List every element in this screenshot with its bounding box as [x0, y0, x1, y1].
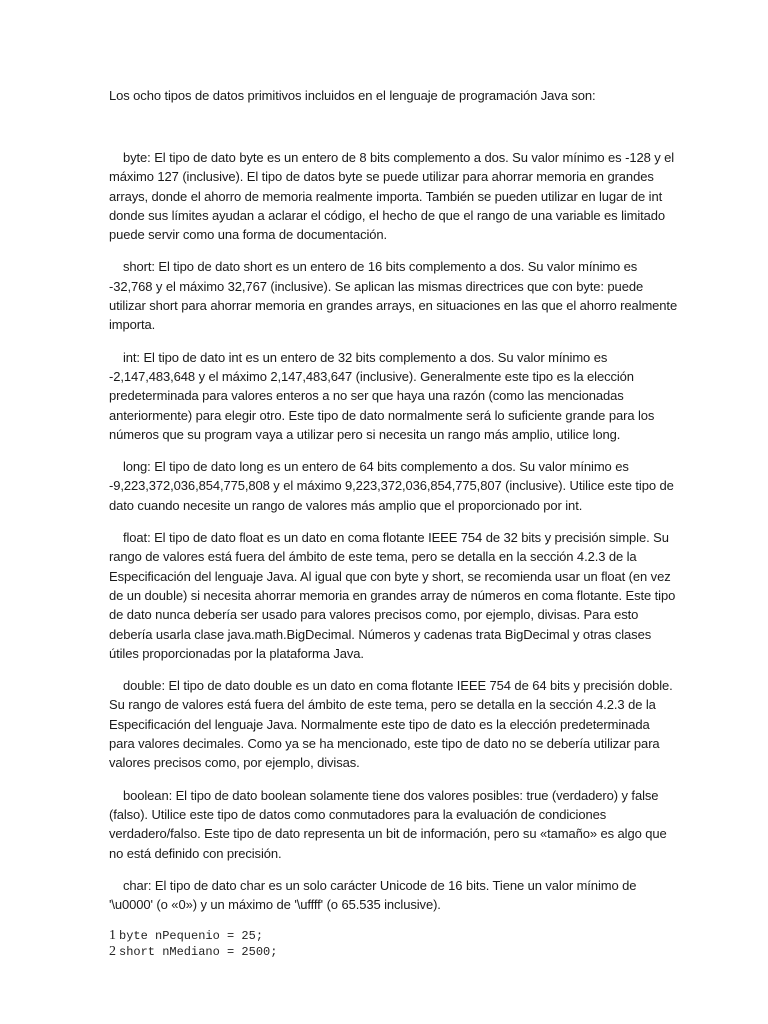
paragraph-long: long: El tipo de dato long es un entero de 64 bits complemento a dos. Su valor mínimo es -9,223,372,036,854,775,808 y el máximo 9,223,372,036,854,775,807 (inclusive). Utilice este tipo de dato cuando necesite un rango de valores más amplio que el proporcionado por int.: [109, 459, 674, 513]
paragraph-double: double: El tipo de dato double es un dato en coma flotante IEEE 754 de 64 bits y precisión doble. Su rango de valores está fuera del ámbito de este tema, pero se detalla en la sección 4.2.3 de la Especificación del lenguaje Java. Normalmente este tipo de dato es la elección predeterminada para valores decimales. Como ya se ha mencionado, este tipo de dato no se debería utilizar para valores precisos como, por ejemplo, divisas.: [109, 678, 673, 771]
code-block: [109, 928, 678, 960]
paragraph-float: float: El tipo de dato float es un dato en coma flotante IEEE 754 de 32 bits y precisión simple. Su rango de valores está fuera del ámbito de este tema, pero se detalla en la sección 4.2.3 de la Especificación del lenguaje Java. Al igual que con byte y short, se recomienda usar un float (en vez de un double) si necesita ahorrar memoria en grandes array de números en coma flotante. Este tipo de dato nunca debería ser usado para valores precisos como, por ejemplo, divisas. Para esto debería usarla clase java.math.BigDecimal. Números y cadenas trata BigDecimal y otras clases útiles proporcionadas por la plataforma Java.: [109, 530, 676, 661]
code-line-text: short nMediano = 2500;: [119, 945, 278, 960]
code-line: [109, 928, 678, 944]
paragraph-byte: byte: El tipo de dato byte es un entero de 8 bits complemento a dos. Su valor mínimo es -128 y el máximo 127 (inclusive). El tipo de datos byte se puede utilizar para ahorrar memoria en grandes arrays, donde el ahorro de memoria realmente importa. También se pueden utilizar en lugar de int donde sus límites ayudan a aclarar el código, el hecho de que el rango de una variable es limitado puede servir como una forma de documentación.: [109, 150, 675, 243]
paragraph-char: char: El tipo de dato char es un solo carácter Unicode de 16 bits. Tiene un valor mínimo de '\u0000' (o «0») y un máximo de '\uffff' (o 65.535 inclusive).: [109, 877, 637, 913]
paragraph-short: short: El tipo de dato short es un entero de 16 bits complemento a dos. Su valor mínimo es -32,768 y el máximo 32,767 (inclusive). Se aplican las mismas directrices que con byte: puede utilizar short para ahorrar memoria en grandes arrays, en situaciones en las que el ahorro realmente importa.: [109, 259, 678, 333]
paragraph-boolean: boolean: El tipo de dato boolean solamente tiene dos valores posibles: true (verdadero) y false (falso). Utilice este tipo de datos como conmutadores para la evaluación de condiciones verdadero/falso. Este tipo de dato representa un bit de información, pero su «tamaño» es algo que no está definido con precisión.: [109, 787, 667, 861]
code-line: [109, 944, 678, 960]
code-line-number: 1: [109, 928, 116, 944]
paragraph-int: int: El tipo de dato int es un entero de 32 bits complemento a dos. Su valor mínimo es -2,147,483,648 y el máximo 2,147,483,647 (inclusive). Generalmente este tipo es la elección predeterminada para valores enteros a no ser que haya una razón (como las mencionadas anteriormente) para elegir otro. Este tipo de dato normalmente será lo suficiente grande para los números que su program vaya a utilizar pero si necesita un rango más amplio, utilice long.: [109, 349, 655, 442]
code-line-number: 2: [109, 944, 116, 960]
paragraph-list: [109, 148, 678, 914]
code-line-text: byte nPequenio = 25;: [119, 929, 264, 944]
intro-text: Los ocho tipos de datos primitivos incluidos en el lenguaje de programación Java son:: [109, 88, 596, 103]
